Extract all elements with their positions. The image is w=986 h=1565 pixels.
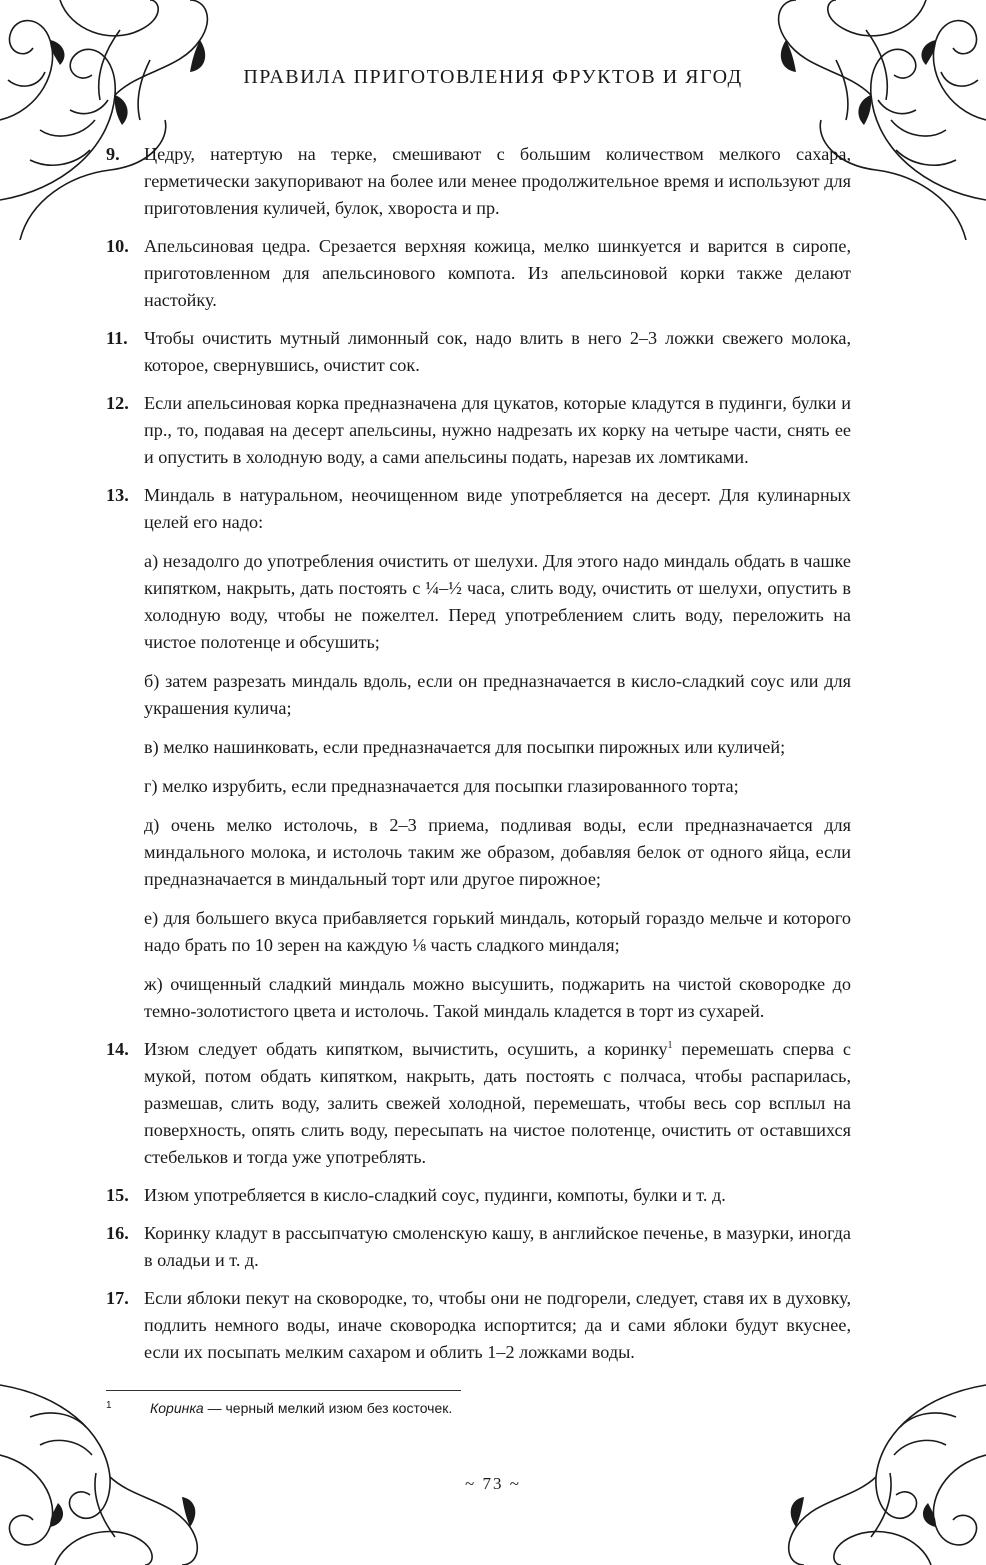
item-text: Изюм употребляется в кисло-сладкий соус, пудинги, компоты, булки и т. д. <box>144 1185 726 1205</box>
list-item <box>106 1036 851 1171</box>
footnote-divider <box>106 1390 461 1391</box>
item-number: 14. <box>106 1039 129 1059</box>
floral-corner-ornament-icon <box>736 1365 986 1565</box>
list-item <box>106 390 851 471</box>
item-number: 11. <box>106 328 128 348</box>
item-text: Если апельсиновая корка предназначена для цукатов, которые кладутся в пудинги, булки и пр., то, подавая на десерт апельсины, нужно надрезать их корку на четыре части, снять ее и опустить в холодную воду, а сами апельсины подать, нарезав их ломтиками. <box>144 393 851 467</box>
page-number: ~ 73 ~ <box>465 1474 521 1493</box>
sub-item: д) очень мелко истолочь, в 2–3 приема, подливая воды, если предназначается для миндального молока, и истолочь таким же образом, добавляя белок от одного яйца, если предназначается в миндальный торт или другое пирожное; <box>144 815 851 889</box>
item-number: 9. <box>106 144 120 164</box>
item-number: 17. <box>106 1288 129 1308</box>
sub-item: е) для большего вкуса прибавляется горький миндаль, который гораздо мельче и которого надо брать по 10 зерен на каждую ⅛ часть сладкого миндаля; <box>144 908 851 955</box>
list-item <box>106 325 851 379</box>
item-number: 10. <box>106 236 129 256</box>
sub-item: б) затем разрезать миндаль вдоль, если он предназначается в кисло-сладкий соус или для украшения кулича; <box>144 671 851 718</box>
footnote-term: Коринка <box>150 1400 204 1416</box>
list-item <box>106 1285 851 1366</box>
item-number: 12. <box>106 393 129 413</box>
floral-corner-ornament-icon <box>0 1365 250 1565</box>
list-item <box>106 1182 851 1209</box>
sub-item: ж) очищенный сладкий миндаль можно высушить, поджарить на чистой сковородке до темно-золотистого цвета и истолочь. Такой миндаль кладется в торт из сухарей. <box>144 974 851 1021</box>
sub-item: г) мелко изрубить, если предназначается для посыпки глазированного торта; <box>144 776 739 796</box>
list-item <box>106 141 851 222</box>
item-text-start: Изюм следует обдать кипятком, вычистить, осушить, а коринку <box>144 1039 668 1059</box>
item-text: Цедру, натертую на терке, смешивают с большим количеством мелкого сахара, герметически закупоривают на более или менее продолжительное время и используют для приготовления куличей, булок, хвороста и пр. <box>144 144 851 218</box>
item-text: Чтобы очистить мутный лимонный сок, надо влить в него 2–3 ложки свежего молока, которое, свернувшись, очистит сок. <box>144 328 851 375</box>
footnote-number: 1 <box>106 1400 112 1411</box>
sub-item: в) мелко нашинковать, если предназначается для посыпки пирожных или куличей; <box>144 737 786 757</box>
running-header: ПРАВИЛА ПРИГОТОВЛЕНИЯ ФРУКТОВ И ЯГОД <box>243 66 743 88</box>
footnote-text: — черный мелкий изюм без косточек. <box>203 1400 453 1416</box>
footnote <box>106 1400 806 1416</box>
item-text-end: перемешать сперва с мукой, потом обдать кипятком, накрыть, дать постоять с полчаса, чтобы распарилась, размешав, слить воду, залить свежей холодной, перемешать, чтобы весь сор всплыл на поверхность, опять слить воду, пересыпать на чистое полотенце, очистить от оставшихся стебельков и тогда уже употреблять. <box>144 1039 851 1167</box>
item-number: 15. <box>106 1185 129 1205</box>
item-text: Если яблоки пекут на сковородке, то, чтобы они не подгорели, следует, ставя их в духовку, подлить немного воды, иначе сковородка испортится; да и сами яблоки будут вкуснее, если их посыпать мелким сахаром и облить 1–2 ложками воды. <box>144 1288 851 1362</box>
item-text <box>144 1036 851 1171</box>
recipe-list <box>106 141 851 1377</box>
list-item <box>106 482 851 1025</box>
footnote-marker[interactable]: 1 <box>667 1039 673 1051</box>
item-text: Миндаль в натуральном, неочищенном виде употребляется на десерт. Для кулинарных целей его надо: <box>144 485 851 532</box>
item-text: Апельсиновая цедра. Срезается верхняя кожица, мелко шинкуется и варится в сиропе, приготовленном для апельсинового компота. Из апельсиновой корки также делают настойку. <box>144 236 851 310</box>
item-number: 13. <box>106 485 129 505</box>
item-number: 16. <box>106 1223 129 1243</box>
list-item <box>106 233 851 314</box>
list-item <box>106 1220 851 1274</box>
item-text: Коринку кладут в рассыпчатую смоленскую кашу, в английское печенье, в мазурки, иногда в оладьи и т. д. <box>144 1223 851 1270</box>
sub-item: а) незадолго до употребления очистить от шелухи. Для этого надо миндаль обдать в чашке кипятком, накрыть, дать постоять с ¼–½ часа, слить воду, очистить от шелухи, опустить в холодную воду, чтобы не пожелтел. Перед употреблением слить воду, переложить на чистое полотенце и обсушить; <box>144 551 851 652</box>
